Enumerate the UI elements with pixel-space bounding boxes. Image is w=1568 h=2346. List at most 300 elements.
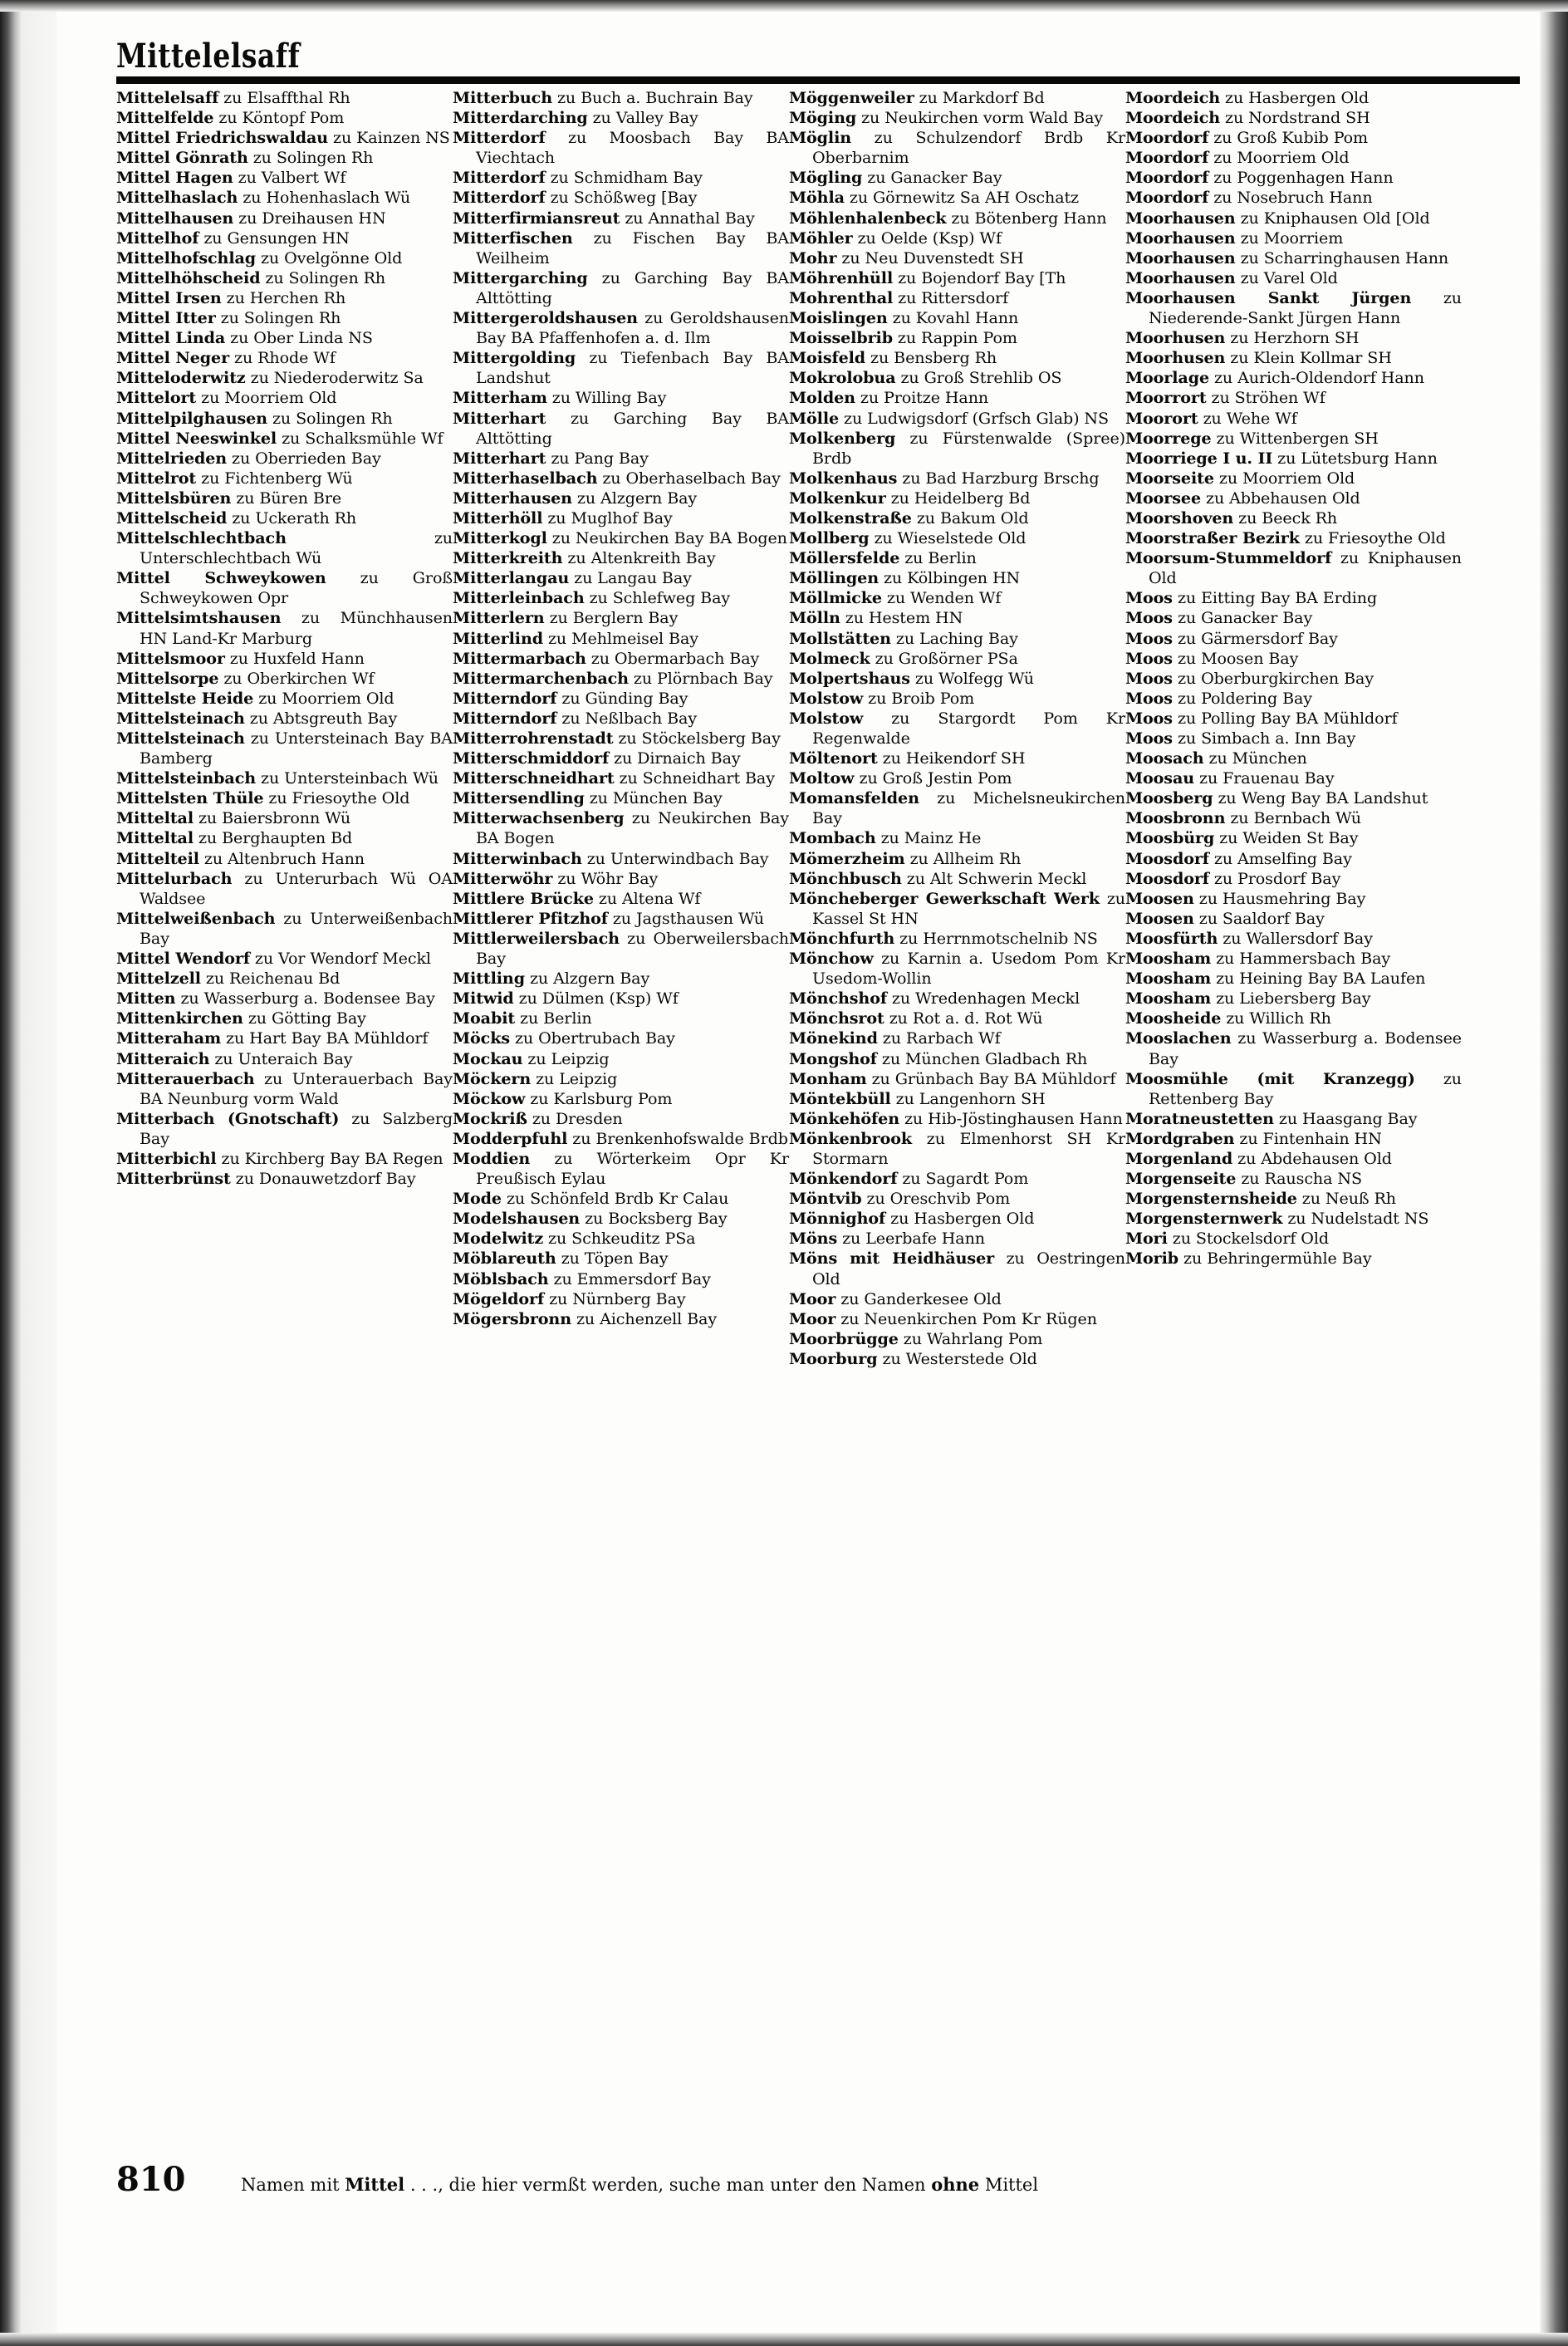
dictionary-entry bbox=[789, 388, 1125, 408]
entry-reference: zu Nudelstadt NS bbox=[1282, 1209, 1429, 1229]
dictionary-entry bbox=[453, 1289, 789, 1309]
header-rule bbox=[116, 76, 1520, 84]
entry-headword: Mitterlern bbox=[453, 608, 545, 628]
entry-headword: Morgenseite bbox=[1125, 1169, 1237, 1189]
dictionary-entry bbox=[1125, 629, 1462, 649]
entry-reference: zu Solingen Rh bbox=[247, 148, 374, 168]
dictionary-entry bbox=[789, 488, 1125, 508]
dictionary-entry bbox=[1125, 409, 1462, 429]
dictionary-entry bbox=[1125, 1229, 1462, 1249]
entry-headword: Moorstraßer Bezirk bbox=[1125, 528, 1300, 548]
entry-headword: Morgensternwerk bbox=[1125, 1209, 1283, 1229]
entry-reference: zu Kassel St HN bbox=[812, 888, 1125, 928]
entry-reference: zu Rot a. d. Rot Wü bbox=[884, 1009, 1043, 1028]
dictionary-entry bbox=[1125, 488, 1462, 508]
entry-headword: Moosbronn bbox=[1125, 808, 1226, 828]
dictionary-entry bbox=[116, 328, 453, 348]
dictionary-entry bbox=[453, 768, 789, 788]
entry-headword: Moos bbox=[1125, 588, 1173, 608]
entry-reference: zu Neuenkirchen Pom Kr Rügen bbox=[835, 1308, 1097, 1328]
dictionary-entry bbox=[789, 1009, 1125, 1028]
entry-headword: Mittlerer Pfitzhof bbox=[453, 908, 608, 928]
entry-headword: Moorsum-Stummeldorf bbox=[1125, 548, 1332, 568]
entry-headword: Mockau bbox=[453, 1048, 523, 1068]
entry-reference: zu Wehe Wf bbox=[1198, 408, 1297, 428]
dictionary-entry bbox=[1125, 108, 1462, 128]
entry-headword: Mittelsimtshausen bbox=[116, 608, 282, 628]
entry-headword: Mitterbrünst bbox=[116, 1169, 231, 1189]
dictionary-entry bbox=[1125, 689, 1462, 709]
entry-reference: zu Altenkreith Bay bbox=[562, 548, 716, 568]
entry-headword: Moordorf bbox=[1125, 128, 1209, 148]
dictionary-entry bbox=[453, 669, 789, 689]
entry-headword: Mönchow bbox=[789, 949, 874, 969]
entry-headword: Moosdorf bbox=[1125, 848, 1209, 868]
entry-reference: zu Obermarbach Bay bbox=[586, 648, 760, 668]
dictionary-entry bbox=[1125, 849, 1462, 869]
dictionary-entry bbox=[1125, 508, 1462, 528]
entry-headword: Moorsee bbox=[1125, 488, 1202, 508]
entry-reference: zu Abdehausen Old bbox=[1232, 1148, 1392, 1168]
dictionary-entry bbox=[453, 108, 789, 128]
entry-reference: zu Hammersbach Bay bbox=[1211, 949, 1391, 969]
entry-reference: zu Grünbach Bay BA Mühldorf bbox=[866, 1068, 1116, 1088]
dictionary-entry bbox=[789, 508, 1125, 528]
entry-reference: zu Lütetsburg Hann bbox=[1272, 448, 1438, 468]
entry-reference: zu Neukirchen Bay BA Bogen bbox=[546, 528, 787, 548]
entry-reference: zu Kniphausen Old [Old bbox=[1235, 208, 1430, 228]
entry-headword: Möncheberger Gewerkschaft Werk bbox=[789, 888, 1100, 908]
dictionary-entry bbox=[1125, 869, 1462, 889]
entry-headword: Mooslachen bbox=[1125, 1028, 1232, 1048]
entry-reference: zu Karlsburg Pom bbox=[525, 1088, 673, 1108]
entry-headword: Moisfeld bbox=[789, 348, 866, 368]
entry-headword: Mohrenthal bbox=[789, 287, 894, 307]
entry-headword: Moos bbox=[1125, 668, 1173, 688]
entry-headword: Mittlerweilersbach bbox=[453, 928, 620, 948]
dictionary-entry bbox=[453, 488, 789, 508]
entry-headword: Möns mit Heidhäuser bbox=[789, 1249, 995, 1269]
entry-reference: zu Kainzen NS bbox=[328, 128, 450, 148]
entry-reference: zu Groß Strehlib OS bbox=[895, 368, 1062, 388]
entry-headword: Moos bbox=[1125, 608, 1173, 628]
dictionary-entry bbox=[116, 949, 453, 969]
entry-reference: zu Vor Wendorf Meckl bbox=[249, 949, 431, 969]
dictionary-entry bbox=[453, 88, 789, 108]
dictionary-entry bbox=[453, 629, 789, 649]
entry-reference: zu Salzberg Bay bbox=[140, 1108, 453, 1148]
entry-headword: Mitterschneidhart bbox=[453, 768, 615, 788]
dictionary-entry bbox=[1125, 669, 1462, 689]
dictionary-entry bbox=[453, 969, 789, 989]
entry-headword: Moorhausen Sankt Jürgen bbox=[1125, 287, 1412, 307]
dictionary-entry bbox=[116, 849, 453, 869]
dictionary-entry bbox=[1125, 788, 1462, 808]
entry-reference: zu Friesoythe Old bbox=[1299, 528, 1446, 548]
footer-note-prefix: Namen mit bbox=[241, 2175, 345, 2195]
entry-reference: zu Unterschlechtbach Wü bbox=[140, 528, 453, 568]
entry-headword: Mitterschmiddorf bbox=[453, 748, 610, 768]
dictionary-entry bbox=[116, 808, 453, 828]
dictionary-entry bbox=[1125, 1129, 1462, 1149]
page-footer bbox=[116, 2160, 1528, 2199]
dictionary-entry bbox=[453, 1209, 789, 1229]
entry-reference: zu Münchhausen HN Land-Kr Marburg bbox=[140, 608, 453, 648]
dictionary-entry bbox=[789, 1289, 1125, 1309]
dictionary-entry bbox=[1125, 808, 1462, 828]
entry-reference: zu Hestem HN bbox=[840, 608, 963, 628]
dictionary-entry bbox=[1125, 969, 1462, 989]
entry-reference: zu Schlefweg Bay bbox=[584, 588, 731, 608]
dictionary-entry bbox=[1125, 168, 1462, 188]
dictionary-entry bbox=[789, 128, 1125, 168]
entry-headword: Mittel Hagen bbox=[116, 168, 233, 188]
entry-headword: Mombach bbox=[789, 828, 876, 848]
entry-headword: Mittelurbach bbox=[116, 868, 233, 888]
entry-reference: zu Reichenau Bd bbox=[200, 969, 341, 989]
entry-headword: Mönkenbrook bbox=[789, 1128, 913, 1148]
dictionary-entry bbox=[789, 429, 1125, 469]
entry-headword: Mitteltal bbox=[116, 808, 194, 828]
entry-reference: zu Abtsgreuth Bay bbox=[244, 708, 398, 728]
entry-reference: zu Büren Bre bbox=[231, 488, 342, 508]
entry-reference: zu Moorriem Old bbox=[196, 388, 337, 408]
entry-headword: Mitterkreith bbox=[453, 548, 563, 568]
dictionary-entry bbox=[116, 409, 453, 429]
entry-headword: Moos bbox=[1125, 688, 1173, 708]
entry-reference: zu Uckerath Rh bbox=[227, 508, 357, 528]
entry-headword: Mitterdorf bbox=[453, 168, 546, 188]
entry-headword: Mittelhausen bbox=[116, 208, 234, 228]
entry-headword: Moorbrügge bbox=[789, 1328, 899, 1348]
entry-headword: Moosham bbox=[1125, 989, 1212, 1009]
entry-headword: Mögersbronn bbox=[453, 1308, 571, 1328]
dictionary-entry bbox=[1125, 889, 1462, 909]
dictionary-entry bbox=[1125, 1169, 1462, 1189]
entry-headword: Mönnighof bbox=[789, 1209, 886, 1229]
entry-reference: zu Solingen Rh bbox=[267, 408, 393, 428]
entry-reference: zu Moosen Bay bbox=[1172, 648, 1299, 668]
entry-headword: Moosdorf bbox=[1125, 868, 1209, 888]
column-3 bbox=[789, 88, 1125, 2140]
dictionary-entry bbox=[453, 469, 789, 488]
dictionary-entry bbox=[1125, 368, 1462, 388]
dictionary-entry bbox=[789, 188, 1125, 208]
dictionary-entry bbox=[453, 1049, 789, 1069]
dictionary-entry bbox=[789, 709, 1125, 748]
entry-reference: zu Leipzig bbox=[531, 1068, 618, 1088]
entry-headword: Möggenweiler bbox=[789, 88, 914, 107]
entry-headword: Moorburg bbox=[789, 1348, 878, 1368]
entry-headword: Mittel Wendorf bbox=[116, 949, 250, 969]
entry-headword: Möntvib bbox=[789, 1189, 862, 1209]
entry-headword: Molpertshaus bbox=[789, 668, 910, 688]
entry-reference: zu Stockelsdorf Old bbox=[1167, 1229, 1329, 1249]
entry-headword: Molden bbox=[789, 388, 855, 408]
entry-headword: Mönchbusch bbox=[789, 868, 902, 888]
dictionary-entry bbox=[453, 1149, 789, 1189]
entry-headword: Mitteloderwitz bbox=[116, 368, 246, 388]
entry-headword: Mittelscheid bbox=[116, 508, 228, 528]
entry-reference: zu Wörterkeim Opr Kr Preußisch Eylau bbox=[476, 1148, 789, 1189]
entry-reference: zu Niederende-Sankt Jürgen Hann bbox=[1149, 287, 1462, 328]
entry-reference: zu Fintenhain HN bbox=[1234, 1128, 1382, 1148]
dictionary-entry bbox=[453, 889, 789, 909]
dictionary-entry bbox=[453, 1129, 789, 1149]
entry-headword: Moorhusen bbox=[1125, 328, 1226, 348]
dictionary-entry bbox=[1125, 288, 1462, 328]
entry-reference: zu Herrnmotschelnib NS bbox=[894, 928, 1098, 948]
entry-reference: zu Beeck Rh bbox=[1233, 508, 1338, 528]
entry-reference: zu Aichenzell Bay bbox=[571, 1308, 718, 1328]
dictionary-entry bbox=[789, 88, 1125, 108]
entry-headword: Möllersfelde bbox=[789, 548, 900, 568]
dictionary-entry bbox=[789, 1189, 1125, 1209]
scan-edge-left bbox=[0, 0, 22, 2346]
entry-reference: zu Alt Schwerin Meckl bbox=[901, 868, 1087, 888]
entry-reference: zu Rarbach Wf bbox=[877, 1028, 1001, 1048]
entry-reference: zu Poggenhagen Hann bbox=[1208, 168, 1394, 188]
dictionary-entry bbox=[1125, 909, 1462, 929]
entry-reference: zu Dresden bbox=[527, 1108, 623, 1128]
dictionary-entry bbox=[116, 1028, 453, 1048]
entry-reference: zu Groß Jestin Pom bbox=[854, 768, 1012, 788]
entry-reference: zu Unterwindbach Bay bbox=[581, 848, 769, 868]
entry-reference: zu Oestringen Old bbox=[812, 1249, 1125, 1288]
entry-headword: Mönchfurth bbox=[789, 928, 895, 948]
entry-headword: Molkenberg bbox=[789, 428, 896, 448]
entry-reference: zu Gensungen HN bbox=[198, 228, 350, 248]
entry-headword: Mittel Itter bbox=[116, 308, 216, 328]
entry-headword: Moorseite bbox=[1125, 468, 1214, 488]
dictionary-entry bbox=[453, 348, 789, 388]
entry-reference: zu Mehlmeisel Bay bbox=[542, 628, 698, 648]
dictionary-entry bbox=[1125, 449, 1462, 469]
entry-headword: Mitterhöll bbox=[453, 508, 543, 528]
entry-reference: zu Unterweißenbach Bay bbox=[140, 908, 453, 948]
entry-headword: Moosham bbox=[1125, 969, 1212, 989]
entry-reference: zu Saaldorf Bay bbox=[1193, 908, 1325, 928]
entry-headword: Mitterlangau bbox=[453, 568, 570, 588]
dictionary-entry bbox=[789, 669, 1125, 689]
entry-headword: Mitteraich bbox=[116, 1048, 210, 1068]
entry-reference: zu Ludwigsdorf (Grfsch Glab) NS bbox=[839, 408, 1110, 428]
entry-reference: zu Elsaffthal Rh bbox=[218, 88, 350, 107]
dictionary-entry bbox=[453, 729, 789, 748]
dictionary-entry bbox=[453, 1009, 789, 1028]
dictionary-entry bbox=[789, 209, 1125, 228]
entry-reference: zu Wasserburg a. Bodensee Bay bbox=[175, 989, 435, 1009]
entry-reference: zu Proitze Hann bbox=[855, 388, 989, 408]
dictionary-entry bbox=[789, 1329, 1125, 1349]
entry-headword: Mitterfischen bbox=[453, 228, 573, 248]
entry-headword: Moosau bbox=[1125, 768, 1195, 788]
entry-reference: zu Bakum Old bbox=[911, 508, 1029, 528]
entry-reference: zu Behringermühle Bay bbox=[1178, 1249, 1372, 1269]
entry-reference: zu Tiefenbach Bay BA Landshut bbox=[476, 348, 789, 388]
entry-reference: zu München bbox=[1203, 748, 1307, 768]
dictionary-entry bbox=[116, 788, 453, 808]
entry-reference: zu Scharringhausen Hann bbox=[1235, 248, 1449, 267]
entry-reference: zu Eitting Bay BA Erding bbox=[1172, 588, 1378, 608]
entry-headword: Moosbürg bbox=[1125, 828, 1215, 848]
dictionary-entry bbox=[116, 709, 453, 729]
entry-headword: Moorriege I u. II bbox=[1125, 448, 1273, 468]
entry-headword: Mittelsbüren bbox=[116, 488, 232, 508]
dictionary-entry bbox=[116, 429, 453, 449]
dictionary-entry bbox=[1125, 608, 1462, 628]
dictionary-entry bbox=[116, 969, 453, 989]
entry-reference: zu Nordstrand SH bbox=[1220, 108, 1370, 128]
entry-reference: zu Bernbach Wü bbox=[1225, 808, 1361, 828]
dictionary-entry bbox=[116, 248, 453, 268]
dictionary-entry bbox=[789, 949, 1125, 989]
entry-reference: zu Brenkenhofswalde Brdb bbox=[567, 1128, 788, 1148]
entry-headword: Mittelteil bbox=[116, 848, 199, 868]
entry-reference: zu Haasgang Bay bbox=[1273, 1108, 1418, 1128]
dictionary-entry bbox=[789, 168, 1125, 188]
entry-headword: Mitterbuch bbox=[453, 88, 552, 107]
entry-headword: Mitterbach (Gnotschaft) bbox=[116, 1108, 340, 1128]
entry-headword: Moor bbox=[789, 1288, 836, 1308]
entry-headword: Momansfelden bbox=[789, 788, 919, 808]
entry-reference: zu Heikendorf SH bbox=[877, 748, 1026, 768]
entry-headword: Mittelschlechtbach bbox=[116, 528, 287, 548]
entry-headword: Moorhausen bbox=[1125, 267, 1236, 287]
entry-headword: Mitteltal bbox=[116, 828, 194, 848]
entry-reference: zu Alzgern Bay bbox=[571, 488, 698, 508]
dictionary-entry bbox=[453, 1229, 789, 1249]
dictionary-entry bbox=[116, 689, 453, 709]
footer-note-middle: . . ., die hier vermßt werden, suche man unter den Namen bbox=[404, 2175, 932, 2195]
entry-reference: zu Polling Bay BA Mühldorf bbox=[1172, 708, 1398, 728]
entry-reference: zu Willich Rh bbox=[1221, 1009, 1331, 1028]
entry-reference: zu Wallersdorf Bay bbox=[1218, 928, 1373, 948]
entry-headword: Mittelhöhscheid bbox=[116, 267, 261, 287]
dictionary-entry bbox=[789, 1349, 1125, 1369]
entry-headword: Molstow bbox=[789, 708, 864, 728]
entry-reference: zu Wahrlang Pom bbox=[898, 1328, 1043, 1348]
dictionary-entry bbox=[116, 729, 453, 768]
dictionary-entry bbox=[116, 568, 453, 608]
dictionary-entry bbox=[1125, 1028, 1462, 1068]
entry-reference: zu Bad Harzburg Brschg bbox=[897, 468, 1100, 488]
entry-headword: Moorlage bbox=[1125, 368, 1209, 388]
entry-reference: zu Bensberg Rh bbox=[865, 348, 997, 368]
dictionary-entry bbox=[116, 449, 453, 469]
entry-reference: zu Weng Bay BA Landshut bbox=[1213, 788, 1428, 808]
dictionary-entry bbox=[1125, 528, 1462, 548]
entry-reference: zu Geroldshausen Bay BA Pfaffenhofen a. d. Ilm bbox=[476, 308, 789, 348]
entry-headword: Moorort bbox=[1125, 408, 1198, 428]
dictionary-entry bbox=[789, 1028, 1125, 1048]
entry-reference: zu Abbehausen Old bbox=[1201, 488, 1360, 508]
dictionary-entry bbox=[789, 1229, 1125, 1249]
entry-reference: zu Valbert Wf bbox=[233, 168, 346, 188]
dictionary-entry bbox=[116, 308, 453, 328]
entry-reference: zu Oberhaselbach Bay bbox=[597, 468, 781, 488]
entry-headword: Mittelsteinbach bbox=[116, 768, 257, 788]
entry-reference: zu Ganderkesee Old bbox=[835, 1288, 1002, 1308]
entry-reference: zu Moorriem bbox=[1235, 228, 1344, 248]
entry-headword: Mittel Neeswinkel bbox=[116, 428, 277, 448]
dictionary-entry bbox=[789, 348, 1125, 368]
entry-reference: zu Schkeuditz PSa bbox=[543, 1229, 696, 1249]
entry-headword: Mittenkirchen bbox=[116, 1009, 243, 1028]
entry-reference: zu Bötenberg Hann bbox=[946, 208, 1107, 228]
dictionary-entry bbox=[453, 849, 789, 869]
dictionary-entry bbox=[1125, 148, 1462, 168]
entry-headword: Mittelweißenbach bbox=[116, 908, 276, 928]
entry-headword: Mittermarbach bbox=[453, 648, 586, 668]
entry-reference: zu Oberkirchen Wf bbox=[218, 668, 375, 688]
entry-reference: zu Mainz He bbox=[875, 828, 982, 848]
entry-reference: zu Moorriem Old bbox=[1208, 148, 1350, 168]
entry-reference: zu Oberburgkirchen Bay bbox=[1172, 668, 1374, 688]
entry-reference: zu Dreihausen HN bbox=[233, 208, 386, 228]
entry-reference: zu Untersteinach Bay BA Bamberg bbox=[140, 729, 453, 768]
entry-headword: Moorhausen bbox=[1125, 208, 1236, 228]
entry-reference: zu Herchen Rh bbox=[221, 287, 346, 307]
entry-reference: zu Allheim Rh bbox=[904, 848, 1022, 868]
entry-reference: zu Weiden St Bay bbox=[1214, 828, 1359, 848]
entry-reference: zu Großörner PSa bbox=[870, 648, 1018, 668]
dictionary-entry bbox=[453, 869, 789, 889]
entry-reference: zu Günding Bay bbox=[556, 688, 688, 708]
entry-headword: Moordorf bbox=[1125, 148, 1209, 168]
entry-reference: zu Garching Bay BA Alttötting bbox=[476, 408, 789, 448]
entry-reference: zu Ober Linda NS bbox=[225, 328, 373, 348]
entry-reference: zu Töpen Bay bbox=[556, 1249, 669, 1269]
dictionary-entry bbox=[116, 608, 453, 648]
entry-headword: Mittlere Brücke bbox=[453, 888, 594, 908]
entry-reference: zu Annathal Bay bbox=[620, 208, 755, 228]
dictionary-entry bbox=[789, 1069, 1125, 1089]
entry-headword: Mitterleinbach bbox=[453, 588, 585, 608]
dictionary-entry bbox=[789, 889, 1125, 929]
entry-headword: Moorshoven bbox=[1125, 508, 1234, 528]
dictionary-entry bbox=[789, 689, 1125, 709]
entry-headword: Moddien bbox=[453, 1148, 531, 1168]
entry-reference: zu Solingen Rh bbox=[260, 267, 386, 287]
entry-headword: Mitterkogl bbox=[453, 528, 547, 548]
entry-reference: zu Solingen Rh bbox=[215, 308, 341, 328]
entry-headword: Mitterndorf bbox=[453, 688, 557, 708]
entry-reference: zu Neu Duvenstedt SH bbox=[836, 248, 1024, 267]
dictionary-entry bbox=[1125, 929, 1462, 949]
entry-reference: zu Muglhof Bay bbox=[542, 508, 673, 528]
page-number: 810 bbox=[116, 2160, 186, 2199]
entry-reference: zu Berglern Bay bbox=[544, 608, 679, 628]
entry-reference: zu Moorriem Old bbox=[1213, 468, 1355, 488]
entry-reference: zu Hib-Jöstinghausen Hann bbox=[899, 1108, 1123, 1128]
entry-reference: zu Buch a. Buchrain Bay bbox=[551, 88, 753, 107]
entry-headword: Mönkehöfen bbox=[789, 1108, 899, 1128]
entry-headword: Moorrort bbox=[1125, 388, 1207, 408]
entry-headword: Mitterrohrenstadt bbox=[453, 729, 614, 748]
entry-reference: zu Ströhen Wf bbox=[1206, 388, 1325, 408]
entry-reference: zu Markdorf Bd bbox=[914, 88, 1045, 107]
entry-reference: zu Neukirchen Bay BA Bogen bbox=[476, 808, 789, 848]
entry-reference: zu Amselfing Bay bbox=[1208, 848, 1352, 868]
dictionary-entry bbox=[116, 1049, 453, 1069]
dictionary-entry bbox=[453, 989, 789, 1009]
entry-headword: Mönekind bbox=[789, 1028, 878, 1048]
entry-reference: zu Westerstede Old bbox=[877, 1348, 1037, 1368]
entry-headword: Moosen bbox=[1125, 908, 1194, 928]
entry-reference: zu Unterauerbach Bay BA Neunburg vorm Wald bbox=[140, 1068, 453, 1108]
entry-reference: zu Donauwetzdorf Bay bbox=[230, 1169, 416, 1189]
